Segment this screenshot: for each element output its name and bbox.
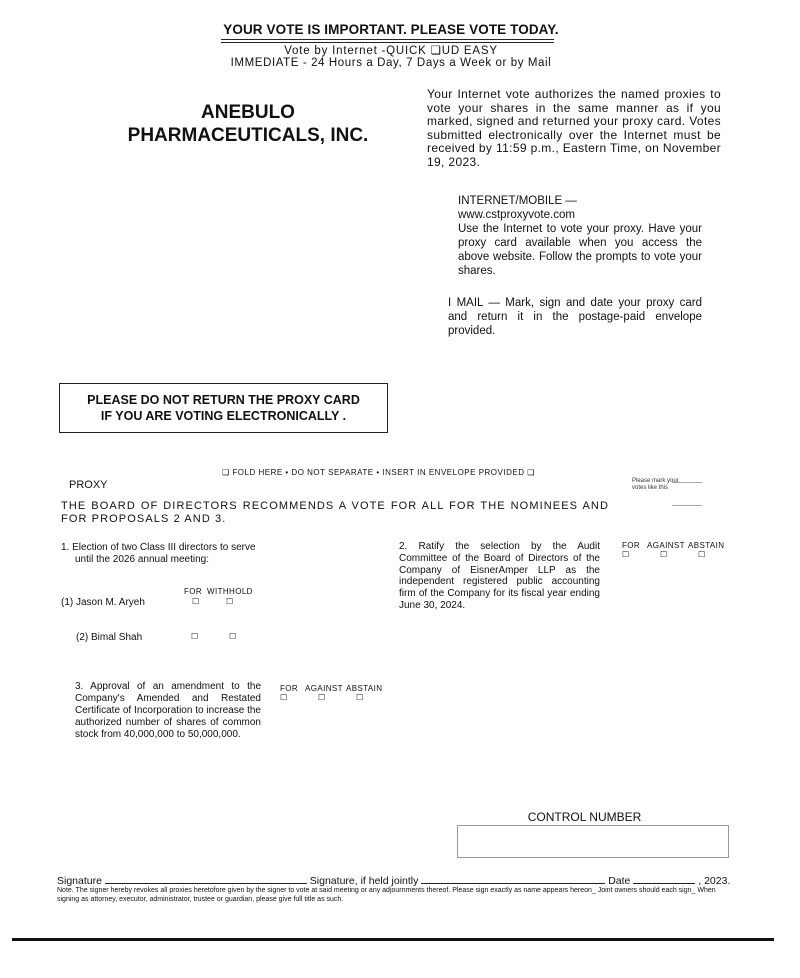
- company-name-line1: ANEBULO: [201, 102, 295, 123]
- proposal2-against-checkbox[interactable]: ☐: [660, 550, 668, 559]
- signature-row: [57, 874, 729, 887]
- proposal1-text-line2: until the 2026 annual meeting:: [75, 554, 209, 565]
- proposal3-for-header: FOR: [280, 684, 299, 693]
- internet-mobile-section: [458, 194, 702, 278]
- internet-mobile-text: Use the Internet to vote your proxy. Have your proxy card available when you access the above website. Follow the prompts to vote your shares.: [458, 223, 702, 277]
- header-line1: Vote by Internet -QUICK ❏UD EASY: [284, 45, 498, 57]
- header-title: YOUR VOTE IS IMPORTANT. PLEASE VOTE TODAY.: [223, 22, 559, 37]
- nominee-2-label: (2) Bimal Shah: [76, 632, 143, 643]
- joint-signature-label: Signature, if held jointly: [309, 875, 419, 887]
- nominee-1-label: (1) Jason M. Aryeh: [61, 597, 145, 608]
- proposal1-withhold-header: WITHHOLD: [207, 587, 253, 596]
- nominee-1-for-checkbox[interactable]: ☐: [192, 597, 200, 606]
- internet-url[interactable]: www.cstproxyvote.com: [458, 209, 575, 221]
- proposal3-for-checkbox[interactable]: ☐: [280, 693, 288, 702]
- proposal3-against-checkbox[interactable]: ☐: [318, 693, 326, 702]
- header-line2: IMMEDIATE - 24 Hours a Day, 7 Days a Week or by Mail: [230, 57, 552, 69]
- mark-votes-example: Please mark your votes like this: [632, 478, 679, 491]
- mark-example-line-top: [672, 482, 702, 483]
- header-rule-top: [221, 39, 554, 40]
- fold-instruction: ❏ FOLD HERE • DO NOT SEPARATE • INSERT IN ENVELOPE PROVIDED ❏: [222, 468, 535, 477]
- signature-label: Signature: [57, 875, 102, 887]
- mark-example-line-bottom: [672, 505, 702, 506]
- nominee-2-for-checkbox[interactable]: ☐: [191, 632, 199, 641]
- proposal3-abstain-header: ABSTAIN: [346, 684, 383, 693]
- date-line[interactable]: [633, 874, 695, 884]
- nominee-1-withhold-checkbox[interactable]: ☐: [226, 597, 234, 606]
- mail-section: I MAIL — Mark, sign and date your proxy card and return it in the postage-paid envelope provided.: [448, 297, 702, 337]
- proposal2-for-header: FOR: [622, 541, 641, 550]
- control-number-box[interactable]: [457, 825, 729, 858]
- signature-note: Note. The signer hereby revokes all proxies heretofore given by the signer to vote at said meeting or any adjournments thereof. Please sign exactly as name appears hereon_ Joint owners should each sign_ When signing as attorney, executor, administrator, trustee or guardian, please give full title as such.: [57, 887, 716, 903]
- proposal2-against-header: AGAINST: [647, 541, 685, 550]
- company-name: [110, 101, 386, 147]
- proposal3-text: 3. Approval of an amendment to the Company's Amended and Restated Certificate of Incorporation to increase the authorized number of shares of common stock from 40,000,000 to 50,000,000.: [75, 681, 261, 740]
- proposal2-text: 2. Ratify the selection by the Audit Committee of the Board of Directors of the Company of EisnerAmper LLP as the independent registered public accounting firm of the Company for its fiscal year ending June 30, 2024.: [399, 541, 600, 611]
- internet-vote-paragraph: Your Internet vote authorizes the named proxies to vote your shares in the same manner as if you marked, signed and returned your proxy card. Votes submitted electronically over the Internet must be received by 11:59 p.m., Eastern Time, on November 19, 2023.: [427, 87, 721, 169]
- proposal2-abstain-checkbox[interactable]: ☐: [698, 550, 706, 559]
- proposal1-for-header: FOR: [184, 587, 203, 596]
- date-label: Date: [608, 875, 631, 887]
- proposal2-abstain-header: ABSTAIN: [688, 541, 725, 550]
- internet-mobile-title: INTERNET/MOBILE —: [458, 195, 577, 207]
- year-suffix: , 2023.: [698, 875, 731, 887]
- joint-signature-line[interactable]: [421, 874, 605, 884]
- notice-line1: PLEASE DO NOT RETURN THE PROXY CARD: [87, 393, 360, 407]
- proposal3-abstain-checkbox[interactable]: ☐: [356, 693, 364, 702]
- board-recommendation: THE BOARD OF DIRECTORS RECOMMENDS A VOTE FOR ALL FOR THE NOMINEES AND FOR PROPOSALS 2 AND 3.: [61, 500, 609, 525]
- control-number-label: CONTROL NUMBER: [527, 810, 642, 824]
- proposal1-text-line1: 1. Election of two Class III directors to serve: [61, 542, 256, 553]
- notice-line2: IF YOU ARE VOTING ELECTRONICALLY .: [100, 409, 347, 423]
- bottom-rule: [12, 938, 774, 941]
- electronic-voting-notice: [59, 383, 388, 433]
- proxy-label: PROXY: [69, 479, 108, 491]
- company-name-line2: PHARMACEUTICALS, INC.: [127, 125, 369, 146]
- nominee-2-withhold-checkbox[interactable]: ☐: [229, 632, 237, 641]
- proposal2-for-checkbox[interactable]: ☐: [622, 550, 630, 559]
- signature-line[interactable]: [105, 874, 307, 884]
- proposal3-against-header: AGAINST: [305, 684, 343, 693]
